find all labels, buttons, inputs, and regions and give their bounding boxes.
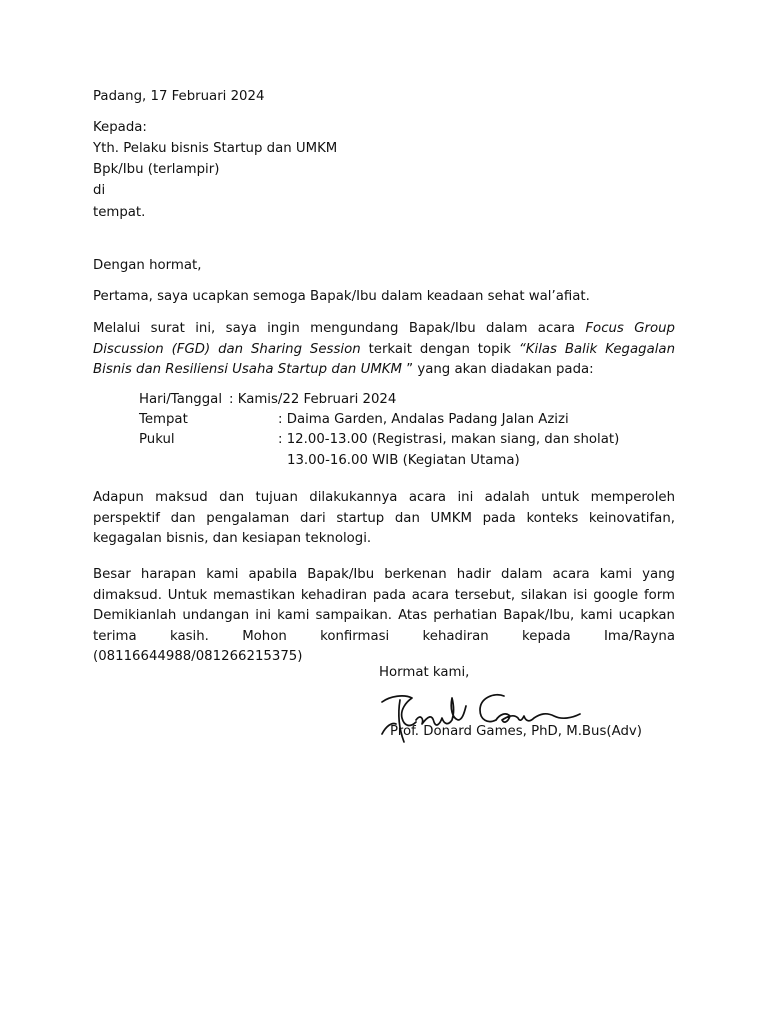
- recipient-line-4: tempat.: [93, 205, 146, 220]
- invitation-text-1: Melalui surat ini, saya ingin mengundang Bapak/Ibu dalam acara: [93, 321, 586, 336]
- time-value-1: : 12.00-13.00 (Registrasi, makan siang, dan sholat): [278, 432, 620, 447]
- paragraph-invitation: [93, 319, 675, 381]
- recipient-line-2: Bpk/Ibu (terlampir): [93, 162, 220, 177]
- salutation: Dengan hormat,: [93, 258, 202, 273]
- recipient-line-1: Yth. Pelaku bisnis Startup dan UMKM: [93, 141, 338, 156]
- invitation-text-2: terkait dengan topik: [360, 341, 519, 357]
- place-date: Padang, 17 Februari 2024: [93, 89, 265, 104]
- signer-name: Prof. Donard Games, PhD, M.Bus(Adv): [390, 724, 642, 739]
- paragraph-purpose: Adapun maksud dan tujuan dilakukannya acara ini adalah untuk memperoleh perspektif dan pengalaman dari startup dan UMKM pada konteks keinovatifan, kegagalan bisnis, dan kesiapan teknologi.: [93, 490, 675, 546]
- date-label: Hari/Tanggal: [139, 392, 223, 407]
- event-name: Focus Group Discussion (FGD) dan Sharing Session: [93, 321, 675, 357]
- date-value: : Kamis/22 Februari 2024: [229, 392, 397, 407]
- time-label: Pukul: [139, 432, 175, 447]
- invitation-text-3: ” yang akan diadakan pada:: [401, 362, 594, 377]
- place-label: Tempat: [139, 412, 188, 427]
- recipient-kepada: Kepada:: [93, 120, 147, 135]
- event-topic: “Kilas Balik Kegagalan Bisnis dan Resiliensi Usaha Startup dan UMKM: [93, 341, 676, 377]
- recipient-line-3: di: [93, 183, 106, 198]
- time-value-2: 13.00-16.00 WIB (Kegiatan Utama): [287, 453, 520, 468]
- paragraph-opening: Pertama, saya ucapkan semoga Bapak/Ibu dalam keadaan sehat wal’afiat.: [93, 289, 590, 304]
- place-value: : Daima Garden, Andalas Padang Jalan Azizi: [278, 412, 569, 427]
- closing: Hormat kami,: [379, 665, 470, 680]
- paragraph-closing: Besar harapan kami apabila Bapak/Ibu berkenan hadir dalam acara kami yang dimaksud. Untuk memastikan kehadiran pada acara tersebut, silakan isi google form Demikianlah undangan ini kami sampaikan. Atas perhatian Bapak/Ibu, kami ucapkan terima kasih. Mohon konfirmasi kehadiran kepada Ima/Rayna (08116644988/081266215375): [93, 567, 675, 664]
